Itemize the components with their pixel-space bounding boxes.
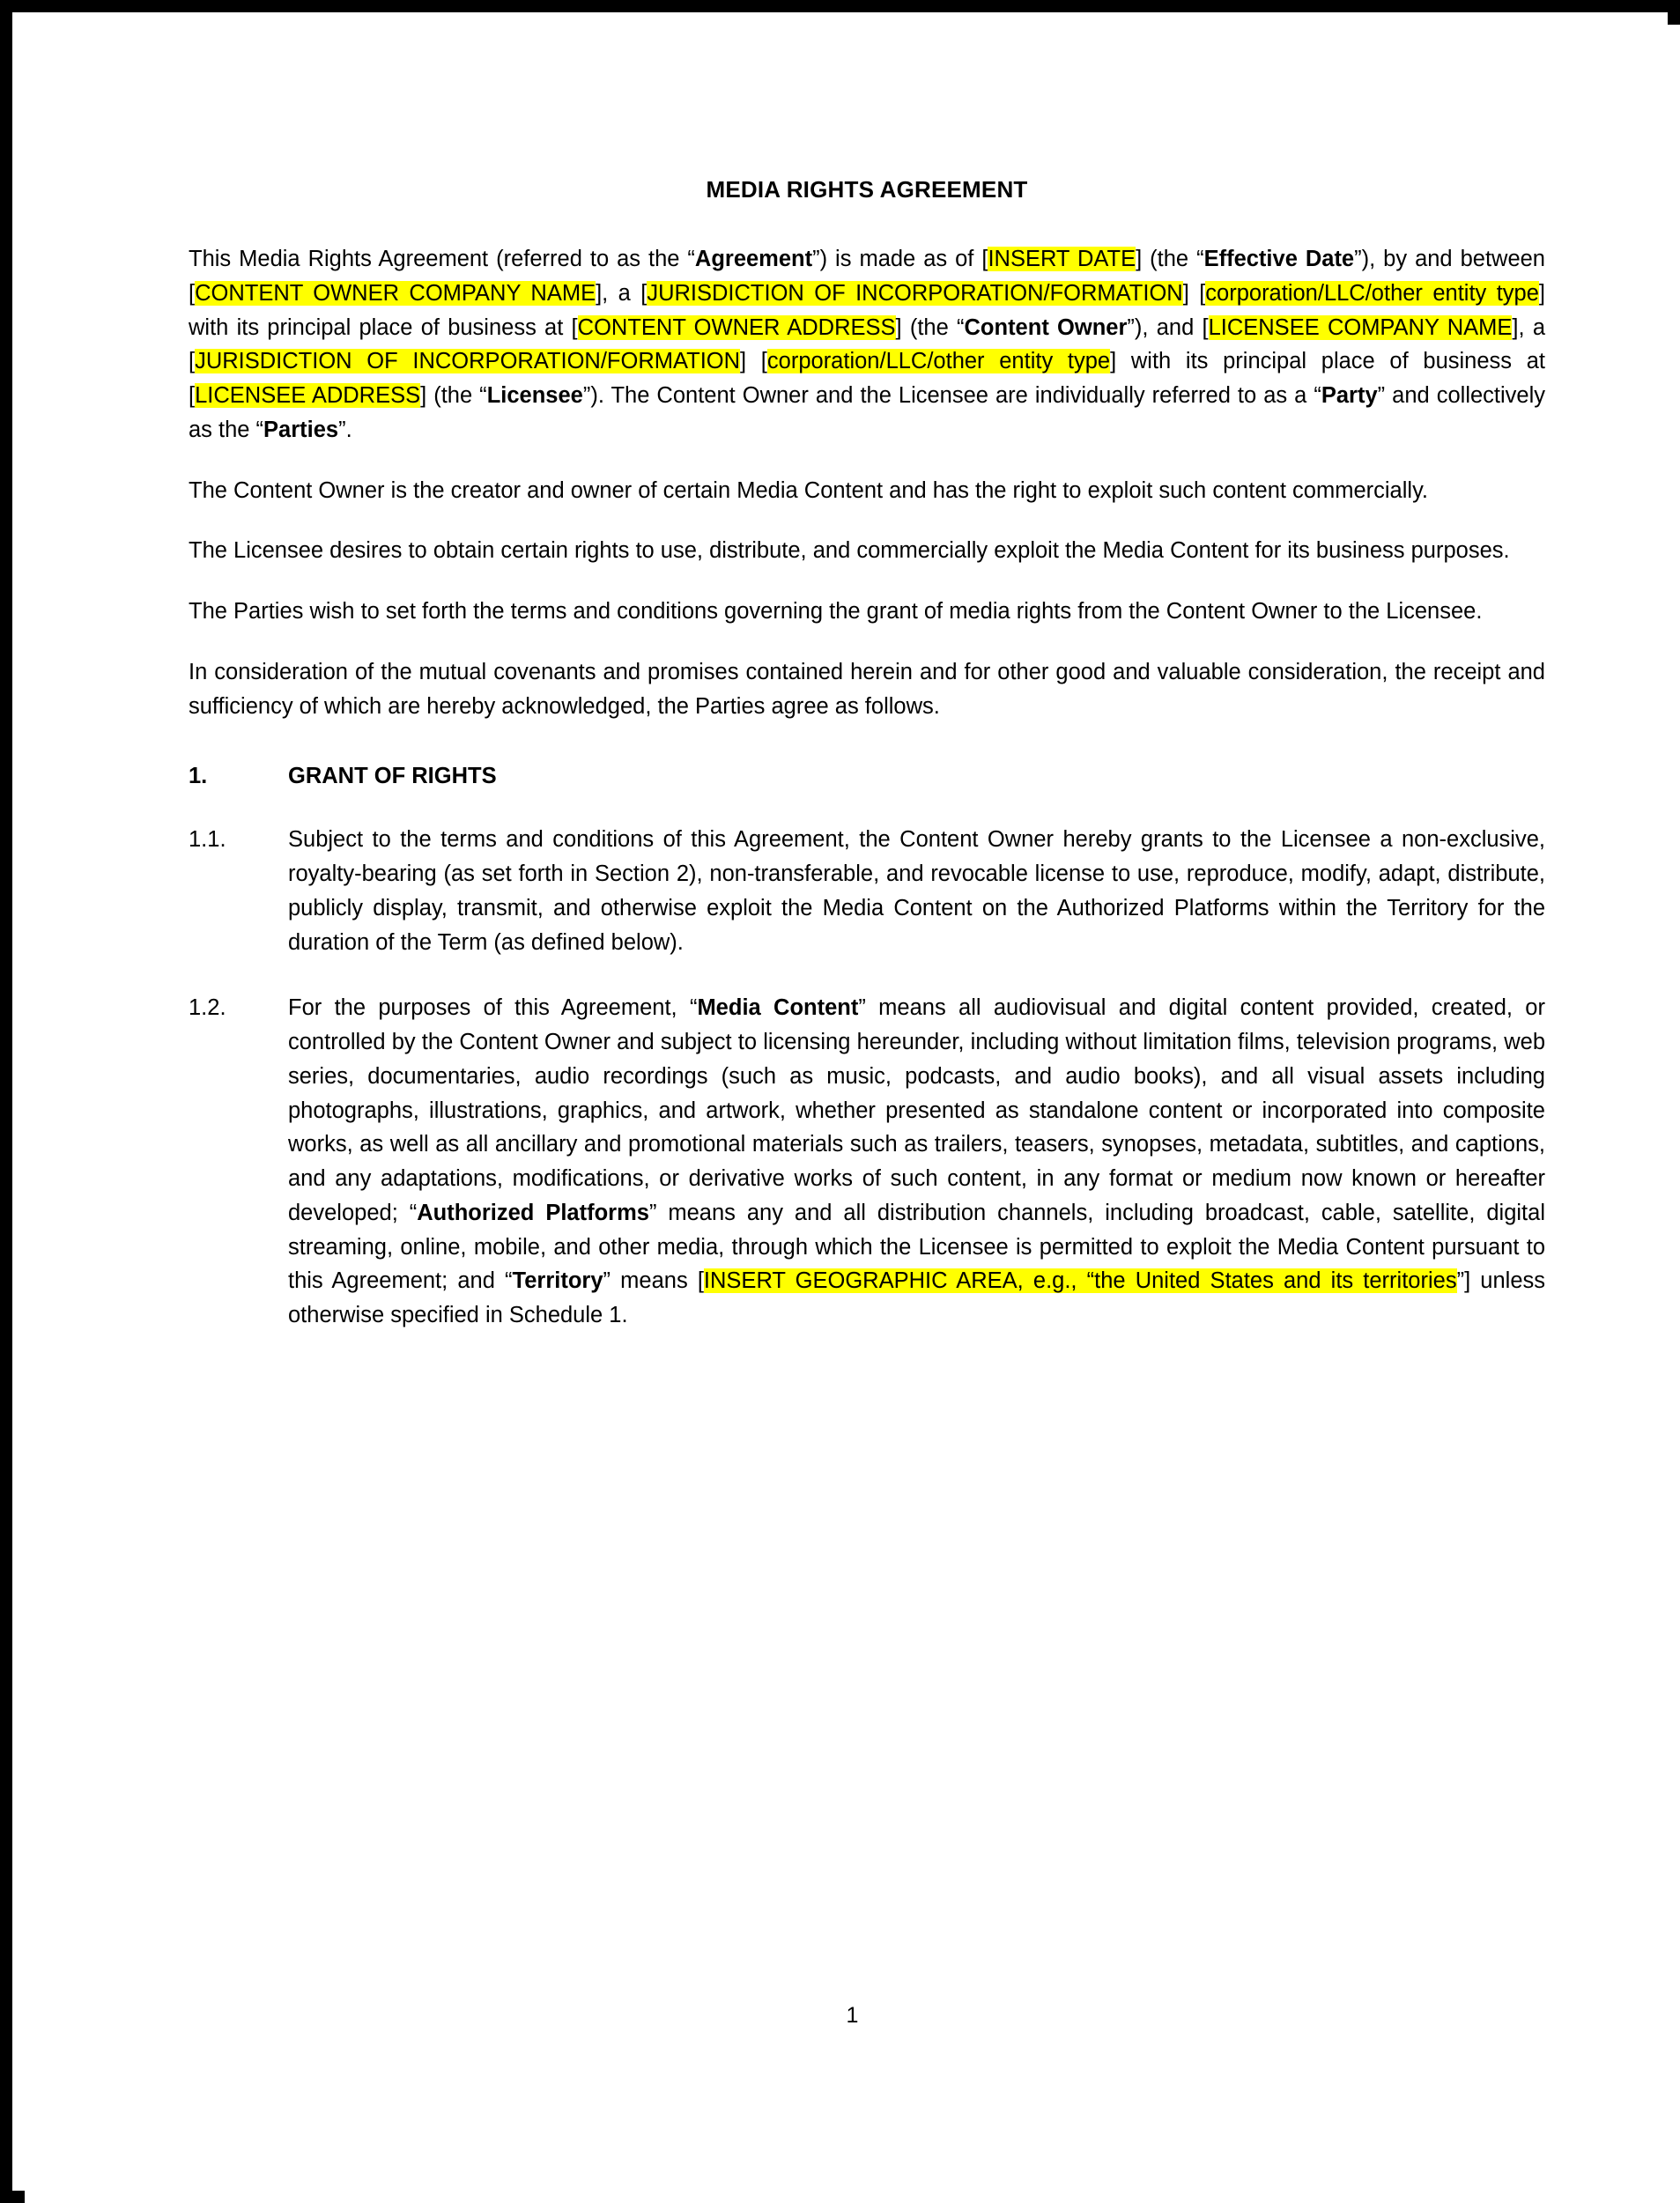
authorized-platforms-defined-term: Authorized Platforms [417, 1200, 649, 1225]
clause-text-3: ” means any and all distribution channels, including broadcast, cable, satellite, digital streaming, online, mobile, and other media, through which the Licensee is permitted to exploit the Media Content pursuant to this Agreement; and “ [288, 1200, 1545, 1294]
preamble-text-14: ”). The Content Owner and the Licensee are individually referred to as a “ [582, 383, 1321, 408]
recital-paragraph-1: The Content Owner is the creator and owner of certain Media Content and has the right to exploit such content commercially. [189, 477, 1429, 503]
section-title: GRANT OF RIGHTS [288, 764, 497, 789]
preamble-text-5: ], a [ [596, 280, 648, 306]
placeholder-content-owner-address: CONTENT OWNER ADDRESS [577, 314, 896, 340]
placeholder-entity-type-1: corporation/LLC/other entity type [1205, 280, 1539, 306]
preamble-text-11: ] [ [740, 349, 767, 374]
page-title: MEDIA RIGHTS AGREEMENT [706, 176, 1028, 203]
preamble-text-4: ”), by and between [ [189, 247, 1545, 306]
clause-text-5: ”] unless otherwise specified in Schedule 1. [288, 1268, 1545, 1327]
preamble-text-1: This Media Rights Agreement (referred to as the “ [189, 247, 695, 271]
clause-1-1 [189, 823, 1545, 959]
placeholder-entity-type-2: corporation/LLC/other entity type [766, 349, 1111, 374]
section-heading-1 [189, 764, 1545, 789]
placeholder-content-owner-company: CONTENT OWNER COMPANY NAME [195, 280, 596, 306]
party-defined-term: Party [1321, 383, 1378, 408]
territory-defined-term: Territory [512, 1268, 603, 1294]
preamble-text-13: ] (the “ [420, 383, 487, 408]
preamble-text-3: ] (the “ [1136, 247, 1204, 271]
placeholder-licensee-company: LICENSEE COMPANY NAME [1208, 314, 1513, 340]
recital-paragraph-4: In consideration of the mutual covenants and promises contained herein and for other good and valuable consideration, the receipt and sufficiency of which are hereby acknowledged, the Parties agree as follows. [189, 659, 1545, 719]
preamble-text-15: ” and collectively as the “ [189, 383, 1546, 442]
page-number: 1 [846, 2003, 859, 2028]
licensee-defined-term: Licensee [486, 383, 583, 408]
placeholder-jurisdiction-2: JURISDICTION OF INCORPORATION/FORMATION [195, 349, 741, 374]
preamble-text-10: ], a [ [189, 314, 1546, 374]
preamble-text-9: ”), and [ [1127, 314, 1209, 340]
placeholder-licensee-address: LICENSEE ADDRESS [195, 383, 421, 408]
preamble-text-16: ”. [338, 417, 352, 442]
section-number: 1. [189, 764, 208, 789]
clause-text-2: ” means all audiovisual and digital content provided, created, or controlled by the Content Owner and subject to licensing hereunder, including without limitation films, television programs, web series, documentaries, audio recordings (such as music, podcasts, and audio books), and all visual assets including photographs, illustrations, graphics, and artwork, whether presented as standalone content or incorporated into composite works, as well as all ancillary and promotional materials such as trailers, teasers, synopses, metadata, subtitles, and captions, and any adaptations, modifications, or derivative works of such content, in any format or medium now known or hereafter developed; “ [288, 995, 1545, 1225]
clause-1-2 [189, 991, 1545, 1333]
preamble-text-12: ] with its principal place of business at [ [189, 349, 1545, 408]
clause-text [288, 991, 1545, 1333]
preamble-text-6: ] [ [1182, 280, 1206, 306]
parties-defined-term: Parties [263, 417, 339, 442]
clause-number: 1.2. [189, 995, 226, 1021]
preamble-text-7: ] with its principal place of business at [ [189, 280, 1545, 340]
placeholder-territory: INSERT GEOGRAPHIC AREA, e.g., “the United States and its territories [703, 1268, 1457, 1294]
placeholder-jurisdiction-1: JURISDICTION OF INCORPORATION/FORMATION [647, 280, 1183, 306]
clause-text-1: For the purposes of this Agreement, “ [288, 995, 698, 1021]
recital-paragraph-3: The Parties wish to set forth the terms and conditions governing the grant of media rights from the Content Owner to the Licensee. [189, 599, 1483, 624]
clause-number: 1.1. [189, 827, 226, 853]
preamble-paragraph [189, 242, 1545, 447]
recital-paragraph-2: The Licensee desires to obtain certain rights to use, distribute, and commercially exploit the Media Content for its business purposes. [189, 538, 1510, 564]
document-body [189, 176, 1545, 1364]
clause-text-4: ” means [ [603, 1268, 704, 1294]
clause-text: Subject to the terms and conditions of this Agreement, the Content Owner hereby grants to the Licensee a non-exclusive, royalty-bearing (as set forth in Section 2), non-transferable, and revocable license to use, reproduce, modify, adapt, distribute, publicly display, transmit, and otherwise exploit the Media Content on the Authorized Platforms within the Territory for the duration of the Term (as defined below). [288, 827, 1545, 955]
agreement-defined-term: Agreement [694, 247, 813, 271]
effective-date-defined-term: Effective Date [1203, 247, 1355, 271]
paper-sheet [25, 25, 1680, 2203]
preamble-text-8: ] (the “ [895, 314, 965, 340]
placeholder-insert-date: INSERT DATE [988, 247, 1136, 271]
content-owner-defined-term: Content Owner [964, 314, 1128, 340]
preamble-text-2: ”) is made as of [ [812, 247, 988, 271]
media-content-defined-term: Media Content [697, 995, 859, 1021]
